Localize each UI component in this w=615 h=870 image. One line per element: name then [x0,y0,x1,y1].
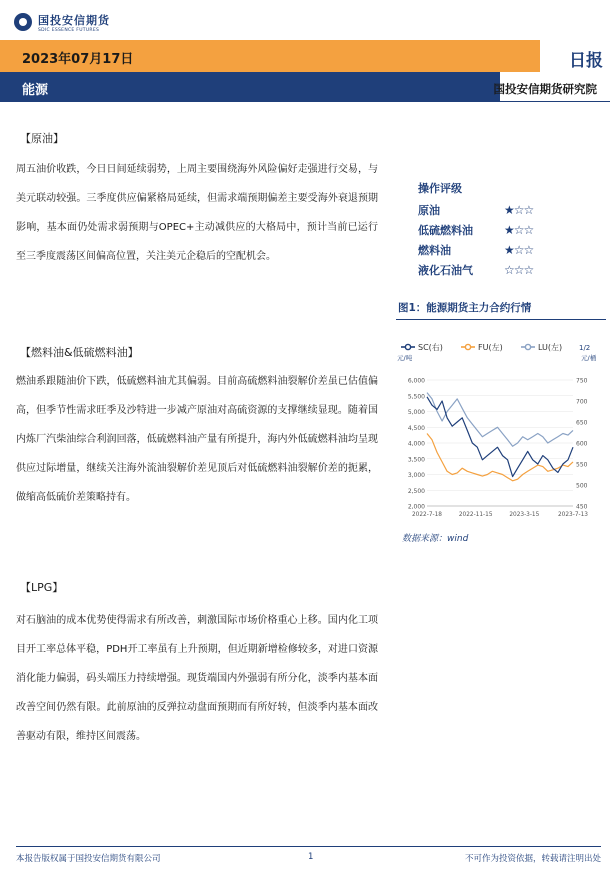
y-right-tick: 750 [576,377,588,385]
star-rating-icon: ★☆☆ [504,203,534,217]
y-left-tick: 4,500 [407,424,425,432]
header-divider [500,101,610,102]
report-type: 日报 [569,51,603,71]
rating-row [418,240,533,260]
data-source: 数据来源：wind [402,534,469,544]
rating-box [418,180,533,280]
section-title-lpg: 【LPG】 [20,581,64,594]
section-text-lpg: 对石脑油的成本优势使得需求有所改善，刺激国际市场价格重心上移。国内化工项目开工率总体平稳，PDH开工率虽有上升预期，但近期新增检修较多，对进口资源消化能力偏弱，码头端压力持续增强。现货端国内外强弱有所分化，淡季内基本面改善空间仍然有限。此前原油的反弹拉动盘面预期而有所好转，但淡季内基本面改善驱动有限，维持区间震荡。 [16,615,378,742]
x-tick: 2023-7-13 [557,512,589,518]
legend-label: LU(左) [538,343,563,352]
rating-row [418,260,533,280]
report-date: 2023年07月17日 [22,52,134,67]
rating-name: 燃料油 [418,244,451,257]
y-left-tick: 4,000 [407,440,425,448]
rating-name: 液化石油气 [418,264,473,277]
y-right-tick: 550 [576,461,588,469]
x-tick: 2023-3-15 [509,512,540,518]
y-right-tick: 650 [576,419,588,427]
figure-title: 图1：能源期货主力合约行情 [398,302,532,314]
page-number: 1 [308,852,314,862]
logo-name-cn: 国投安信期货 [38,13,110,27]
header-band-blue [0,72,500,102]
star-rating-icon: ★☆☆ [504,243,534,257]
section-title-fuel-oil: 【燃料油&低硫燃料油】 [20,346,139,359]
legend-marker [465,344,470,349]
x-tick: 2022-11-15 [458,512,493,518]
y-left-tick: 6,000 [407,377,425,385]
legend-marker [525,344,530,349]
legend-marker [405,344,410,349]
footer-divider [16,846,601,847]
footer-disclaimer: 不可作为投资依据，转载请注明出处 [464,854,601,864]
figure-divider [396,319,606,320]
left-axis-unit: 元/吨 [397,354,413,362]
y-right-tick: 500 [576,482,588,490]
legend-label: SC(右) [418,343,443,352]
star-rating-icon: ★☆☆ [504,223,534,237]
section-text-crude: 周五油价收跌，今日日间延续弱势，上周主要围绕海外风险偏好走强进行交易，与美元联动较强。三季度供应偏紧格局延续，但需求端预期偏差主要受海外衰退预期影响，基本面仍处需求弱预期与OPEC+主动减供应的大格局中，预计当前已运行至三季度震荡区间偏高位置，关注美元企稳后的空配机会。 [16,164,378,262]
section-text-fuel-oil: 燃油系跟随油价下跌，低硫燃料油尤其偏弱。目前高硫燃料油裂解价差虽已估值偏高，但季节性需求旺季及沙特进一步减产原油对高硫资源的支撑继续显现。随着国内炼厂汽柴油综合利润回落，低硫燃料油产量有所提升，海内外低硫燃料油均呈现供应过际增量，继续关注海外流油裂解价差见顶后对低硫燃料油裂解价差的扼累，做缩高低硫价差策略持有。 [16,376,378,503]
y-left-tick: 2,000 [407,503,425,511]
logo-mark-icon [14,13,32,31]
y-left-tick: 3,500 [407,456,425,464]
report-category: 能源 [22,83,49,98]
footer-copyright: 本报告版权属于国投安信期货有限公司 [16,854,161,864]
logo-name-en: SDIC ESSENCE FUTURES [38,27,100,33]
y-left-tick: 2,500 [407,487,425,495]
y-left-tick: 5,500 [407,393,425,401]
x-tick: 2022-7-18 [411,512,443,518]
series-line-lu [427,393,573,447]
y-right-tick: 450 [576,503,588,511]
legend-page: 1/2 [579,344,591,352]
y-right-tick: 700 [576,398,588,406]
company-logo [14,10,110,34]
rating-name: 原油 [418,204,440,217]
legend-label: FU(左) [478,343,503,352]
institute-name: 国投安信期货研究院 [493,82,597,96]
rating-title: 操作评级 [418,182,462,195]
right-axis-unit: 元/桶 [581,354,597,362]
rating-name: 低硫燃料油 [418,224,473,237]
energy-futures-chart [395,336,603,528]
rating-row [418,200,533,220]
y-left-tick: 3,000 [407,472,425,479]
star-rating-icon: ☆☆☆ [504,263,534,277]
y-left-tick: 5,000 [407,409,425,416]
rating-row [418,220,533,240]
y-right-tick: 600 [576,440,588,448]
section-title-crude: 【原油】 [20,132,64,145]
